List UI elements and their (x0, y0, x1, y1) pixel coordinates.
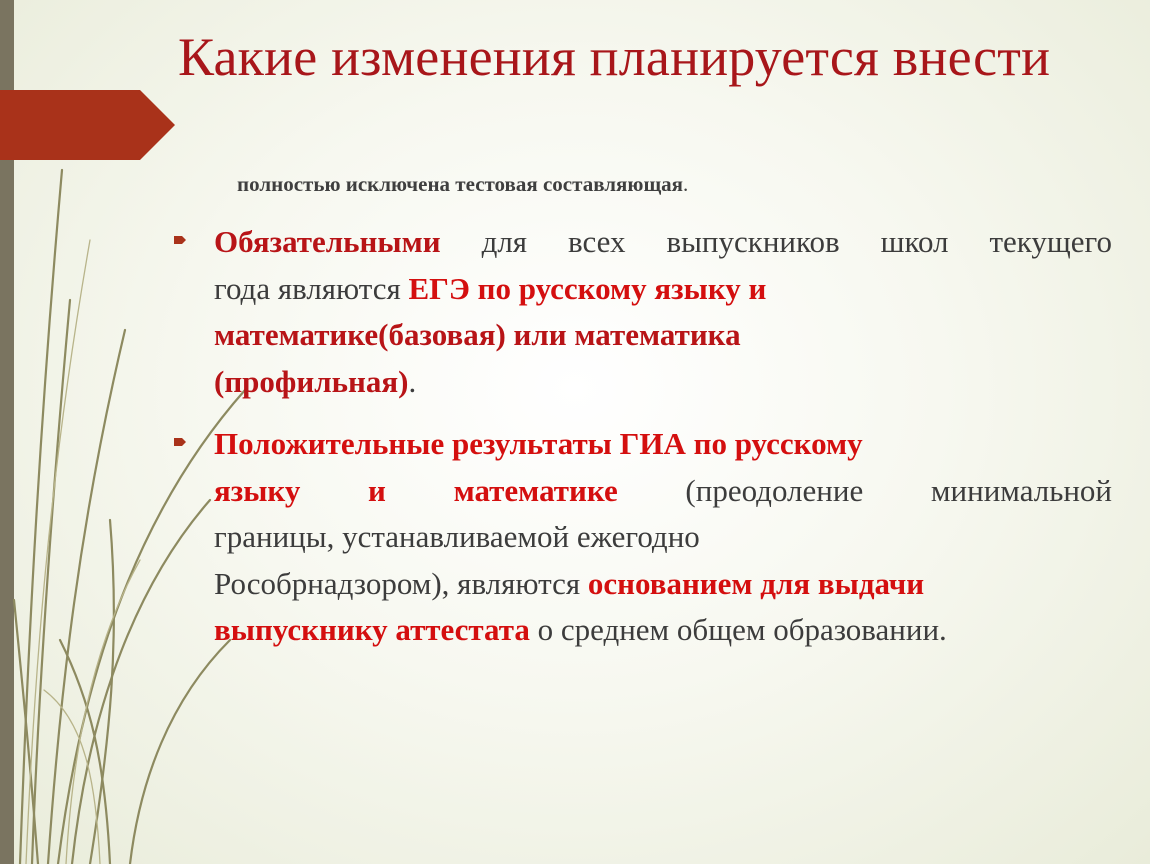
subtitle-period: . (683, 172, 689, 196)
bullet-1-line-4 (214, 359, 1114, 406)
bullet-arrow-icon (174, 436, 186, 448)
bullet-1-line-1 (214, 219, 1112, 266)
bullet-2-bold-5: выпускнику аттестата (214, 612, 530, 647)
bullet-1-period: . (408, 363, 417, 399)
bullet-item-1 (214, 219, 1114, 405)
slide-title: Какие изменения планируется внести (178, 27, 1051, 87)
bullet-1-text-1: для всех выпускников школ текущего (440, 224, 1112, 259)
bullet-1-bold-1: Обязательными (214, 224, 441, 259)
bullet-1-line-3 (214, 312, 1114, 359)
bullet-2-text-4: Рособрнадзором), являются (214, 565, 588, 601)
bullet-2-bold-2: языку и математике (214, 472, 618, 508)
bullet-2-line-3: границы, устанавливаемой ежегодно (214, 519, 700, 554)
bullet-2-text-2: (преодоление минимальной (617, 472, 1113, 508)
bullet-2-line-5 (214, 607, 1114, 654)
bullet-1-bold-4: (профильная) (214, 363, 409, 399)
arrow-banner-icon (0, 90, 175, 160)
subtitle-text: полностью исключена тестовая составляющая (237, 172, 684, 196)
bullet-2-text-5: о среднем общем образовании. (529, 612, 947, 647)
bullet-2-line-4 (214, 561, 1114, 608)
bullet-1-line-2 (214, 266, 1114, 313)
bullet-item-2 (214, 421, 1114, 654)
bullet-2-line-2 (214, 468, 1112, 515)
bullet-1-bold-3: математике(базовая) или математика (214, 317, 741, 352)
slide-subtitle (237, 172, 688, 197)
bullet-1-bold-2: ЕГЭ по русскому языку и (408, 270, 767, 306)
bullet-2-bold-1: Положительные результаты ГИА по русскому (214, 426, 863, 461)
bullet-1-text-2: года являются (214, 270, 409, 306)
bullet-arrow-icon (174, 234, 186, 246)
bullet-2-bold-4: основанием для выдачи (587, 565, 925, 601)
bullet-2-line-1 (214, 421, 1114, 468)
